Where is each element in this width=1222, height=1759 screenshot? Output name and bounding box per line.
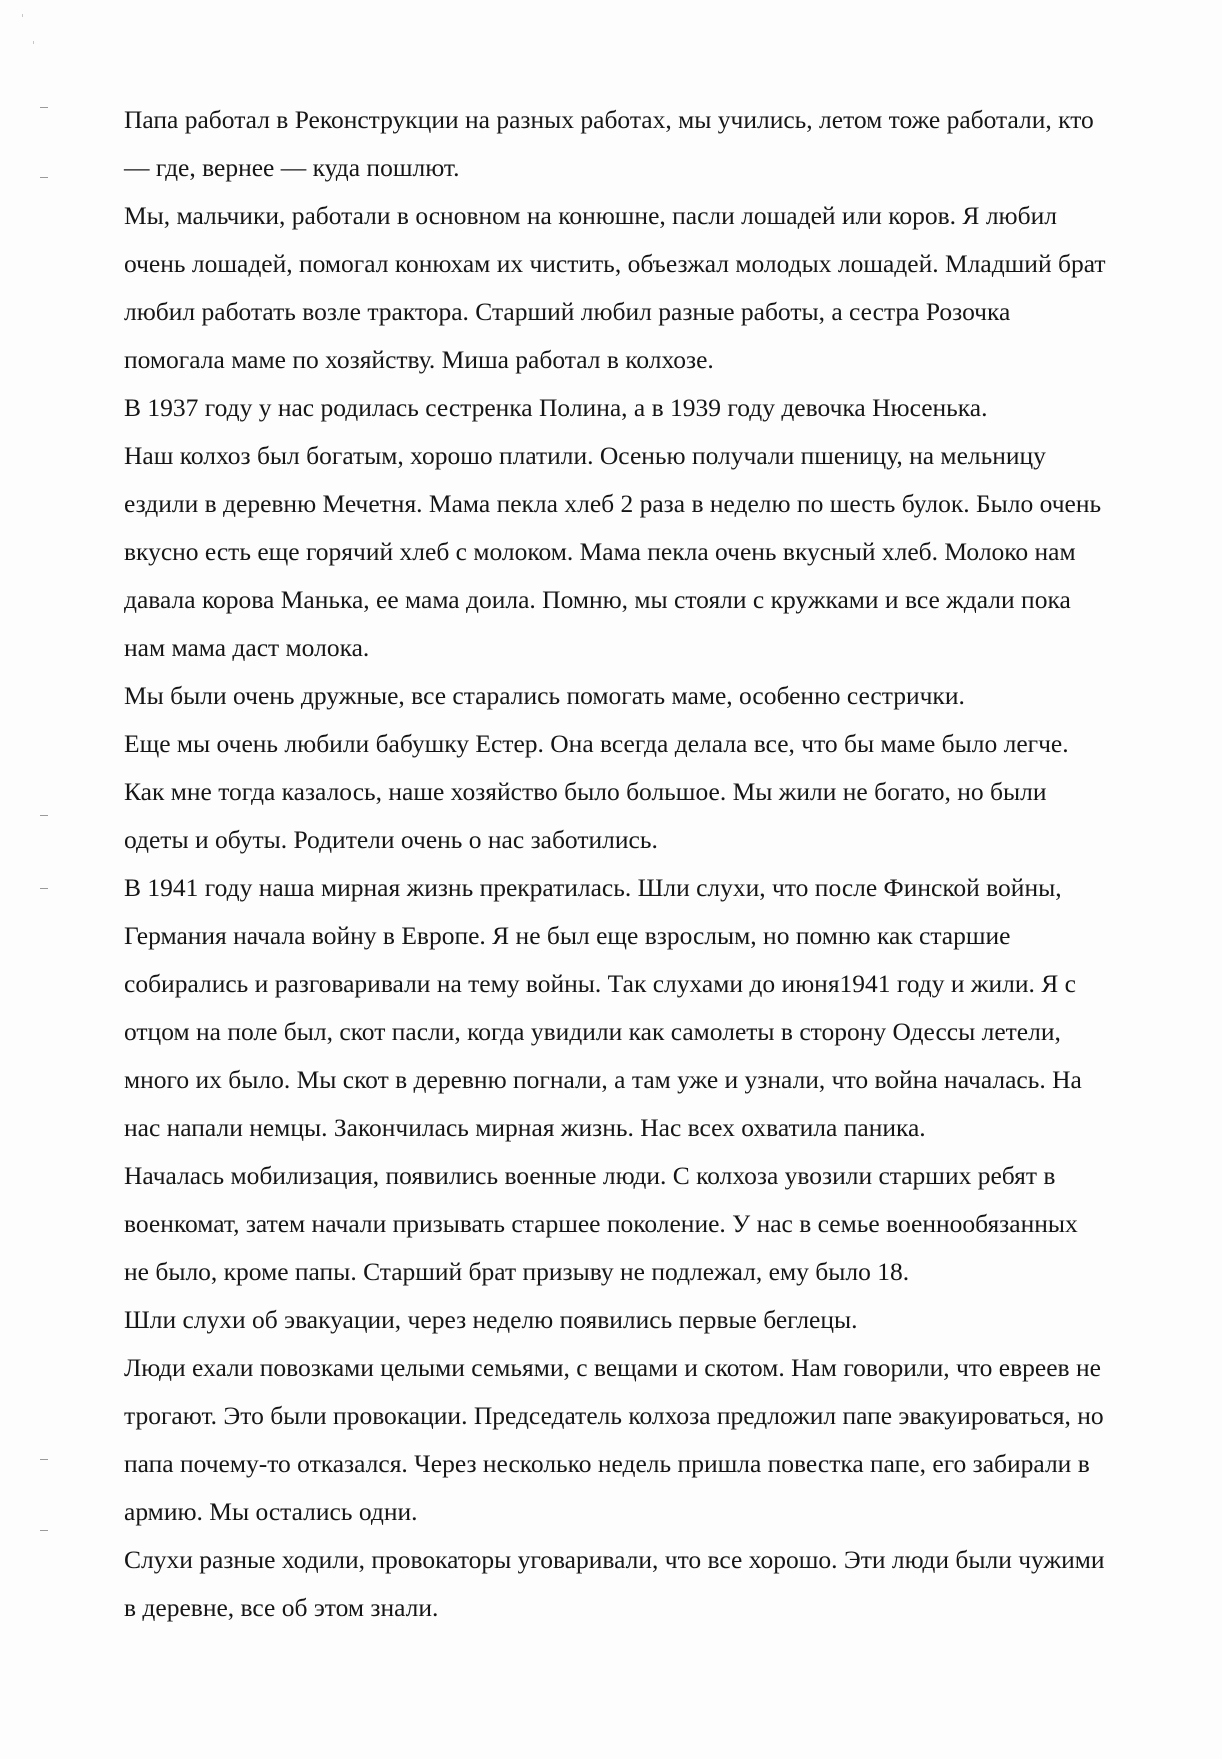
text-line: любил работать возле трактора. Старший любил разные работы, а сестра Розочка [124, 297, 1011, 326]
margin-mark [40, 815, 48, 816]
text-line: Люди ехали повозками целыми семьями, с вещами и скотом. Нам говорили, что евреев не [124, 1353, 1101, 1382]
text-line: не было, кроме папы. Старший брат призыву не подлежал, ему было 18. [124, 1257, 910, 1286]
text-line: армию. Мы остались одни. [124, 1497, 418, 1526]
text-line: отцом на поле был, скот пасли, когда увидили как самолеты в сторону Одессы летели, [124, 1017, 1061, 1046]
text-line: помогала маме по хозяйству. Миша работал в колхозе. [124, 345, 714, 374]
text-line: одеты и обуты. Родители очень о нас заботились. [124, 825, 658, 854]
text-line: В 1941 году наша мирная жизнь прекратилась. Шли слухи, что после Финской войны, [124, 873, 1062, 902]
text-line: Папа работал в Реконструкции на разных работах, мы учились, летом тоже работали, кто [124, 105, 1094, 134]
margin-mark [40, 107, 48, 108]
text-line: собирались и разговаривали на тему войны. Так слухами до июня1941 году и жили. Я с [124, 969, 1076, 998]
margin-mark [40, 1530, 48, 1531]
text-line: в деревне, все об этом знали. [124, 1593, 439, 1622]
text-line: Как мне тогда казалось, наше хозяйство было большое. Мы жили не богато, но были [124, 777, 1047, 806]
text-line: нас напали немцы. Закончилась мирная жизнь. Нас всех охватила паника. [124, 1113, 926, 1142]
text-line: Наш колхоз был богатым, хорошо платили. Осенью получали пшеницу, на мельницу [124, 441, 1046, 470]
text-line: — где, вернее — куда пошлют. [124, 153, 460, 182]
text-line: вкусно есть еще горячий хлеб с молоком. Мама пекла очень вкусный хлеб. Молоко нам [124, 537, 1076, 566]
text-line: давала корова Манька, ее мама доила. Помню, мы стояли с кружками и все ждали пока [124, 585, 1071, 614]
text-line: очень лошадей, помогал конюхам их чистить, объезжал молодых лошадей. Младший брат [124, 249, 1106, 278]
margin-mark [40, 1459, 48, 1460]
text-line: военкомат, затем начали призывать старшее поколение. У нас в семье военнообязанных [124, 1209, 1078, 1238]
text-line: много их было. Мы скот в деревню погнали, а там уже и узнали, что война началась. На [124, 1065, 1082, 1094]
text-line: Мы были очень дружные, все старались помогать маме, особенно сестрички. [124, 681, 965, 710]
text-line: Германия начала войну в Европе. Я не был еще взрослым, но помню как старшие [124, 921, 1011, 950]
text-line: нам мама даст молока. [124, 633, 370, 662]
scan-speck [33, 41, 34, 44]
text-line: Мы, мальчики, работали в основном на конюшне, пасли лошадей или коров. Я любил [124, 201, 1057, 230]
text-line: В 1937 году у нас родилась сестренка Полина, а в 1939 году девочка Нюсенька. [124, 393, 988, 422]
text-line: Шли слухи об эвакуации, через неделю появились первые беглецы. [124, 1305, 858, 1334]
margin-mark [40, 888, 48, 889]
text-line: трогают. Это были провокации. Председатель колхоза предложил папе эвакуироваться, но [124, 1401, 1104, 1430]
text-line: папа почему-то отказался. Через несколько недель пришла повестка папе, его забирали в [124, 1449, 1090, 1478]
text-line: ездили в деревню Мечетня. Мама пекла хлеб 2 раза в неделю по шесть булок. Было очень [124, 489, 1102, 518]
text-line: Слухи разные ходили, провокаторы уговаривали, что все хорошо. Эти люди были чужими [124, 1545, 1105, 1574]
margin-mark [40, 177, 48, 178]
text-line: Началась мобилизация, появились военные люди. С колхоза увозили старших ребят в [124, 1161, 1056, 1190]
text-line: Еще мы очень любили бабушку Естер. Она всегда делала все, что бы маме было легче. [124, 729, 1069, 758]
document-body [124, 96, 1148, 1632]
scan-speck [22, 14, 23, 17]
